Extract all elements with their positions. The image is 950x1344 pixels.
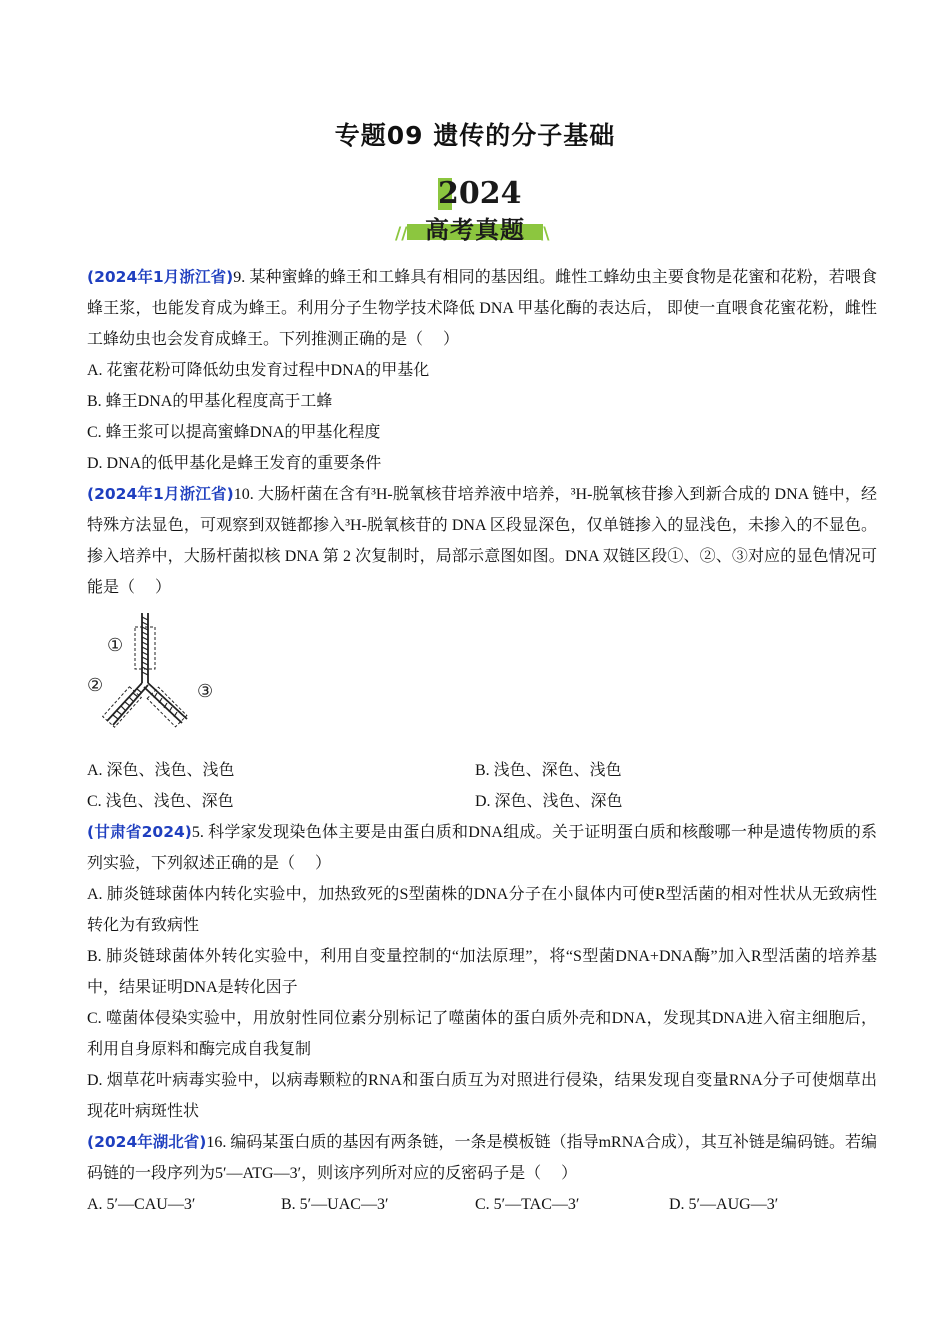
question-source: (2024年1月浙江省) xyxy=(87,485,234,503)
slash-decoration-left: // xyxy=(395,224,408,244)
question-source: (甘肃省2024) xyxy=(87,823,192,841)
option-row xyxy=(87,755,877,786)
question-stem xyxy=(87,479,877,603)
left-daughter-inner xyxy=(113,685,148,725)
year-label: 2024 xyxy=(438,176,522,211)
option-b: B. 浅色、深色、浅色 xyxy=(475,762,622,779)
option-a: A. 深色、浅色、浅色 xyxy=(87,762,235,779)
question-block xyxy=(87,262,877,479)
exam-label: 高考真题 xyxy=(425,216,525,244)
question-block xyxy=(87,479,877,817)
option-c: C. 浅色、浅色、深色 xyxy=(87,793,234,810)
option-b: B. 肺炎链球菌体外转化实验中，利用自变量控制的“加法原理”，将“S型菌DNA+DNA酶”加入R型活菌的培养基中，结果证明DNA是转化因子 xyxy=(87,948,877,996)
dna-replication-figure xyxy=(87,603,877,755)
page-title: 专题09 遗传的分子基础 xyxy=(334,121,616,150)
question-text: 10. 大肠杆菌在含有³H-脱氧核苷培养液中培养，³H-脱氧核苷掺入到新合成的 DNA 链中，经特殊方法显色，可观察到双链都掺入³H-脱氧核苷的 DNA 区段显深色，仅单链掺入的显浅色，未掺入的不显色。掺入培养中，大肠杆菌拟核 DNA 第 2 次复制时，局部示意图如图。DNA 双链区段①、②、③对应的显色情况可能是（ ） xyxy=(87,486,877,596)
dna-fork-diagram xyxy=(87,607,237,747)
question-block xyxy=(87,817,877,1127)
question-stem xyxy=(87,817,877,879)
figure-label-1: ① xyxy=(107,635,124,656)
question-source: (2024年1月浙江省) xyxy=(87,268,234,286)
question-text: 5. 科学家发现染色体主要是由蛋白质和DNA组成。关于证明蛋白质和核酸哪一种是遗传物质的系列实验，下列叙述正确的是（ ） xyxy=(87,824,877,872)
figure-label-2: ② xyxy=(87,675,104,696)
question-block xyxy=(87,1127,877,1220)
question-text: 9. 某种蜜蜂的蜂王和工蜂具有相同的基因组。雌性工蜂幼虫主要食物是花蜜和花粉，若喂食蜂王浆，也能发育成为蜂王。利用分子生物学技术降低 DNA 甲基化酶的表达后， 即使一直喂食花蜜花粉，雌性工蜂幼虫也会发育成蜂王。下列推测正确的是（ ） xyxy=(87,269,877,348)
right-base-pairs xyxy=(154,693,177,717)
option-a: A. 肺炎链球菌体内转化实验中，加热致死的S型菌株的DNA分子在小鼠体内可使R型活菌的相对性状从无致病性转化为有致病性 xyxy=(87,886,877,934)
left-base-pairs xyxy=(113,689,142,719)
option-d: D. 烟草花叶病毒实验中，以病毒颗粒的RNA和蛋白质互为对照进行侵染，结果发现自变量RNA分子可使烟草出现花叶病斑性状 xyxy=(87,1072,877,1120)
option-a: A. 花蜜花粉可降低幼虫发育过程中DNA的甲基化 xyxy=(87,362,430,379)
option-row xyxy=(87,1189,877,1220)
slash-decoration-right: \\ xyxy=(537,224,550,244)
question-stem xyxy=(87,1127,877,1189)
question-list xyxy=(87,262,877,1220)
option-c: C. 5′—TAC—3′ xyxy=(475,1196,580,1213)
option-row xyxy=(87,786,877,817)
option-a: A. 5′—CAU—3′ xyxy=(87,1196,196,1213)
figure-label-3: ③ xyxy=(197,681,214,702)
question-source: (2024年湖北省) xyxy=(87,1133,207,1151)
option-c: C. 噬菌体侵染实验中，用放射性同位素分别标记了噬菌体的蛋白质外壳和DNA，发现其DNA进入宿主细胞后，利用自身原料和酶完成自我复制 xyxy=(87,1010,877,1058)
option-d: D. 深色、浅色、深色 xyxy=(475,793,623,810)
option-b: B. 5′—UAC—3′ xyxy=(281,1196,389,1213)
right-daughter-outer xyxy=(148,683,187,719)
option-d: D. 5′—AUG—3′ xyxy=(669,1196,779,1213)
option-b: B. 蜂王DNA的甲基化程度高于工蜂 xyxy=(87,393,333,410)
option-d: D. DNA的低甲基化是蜂王发育的重要条件 xyxy=(87,455,382,472)
year-badge xyxy=(385,172,565,250)
option-c: C. 蜂王浆可以提高蜜蜂DNA的甲基化程度 xyxy=(87,424,381,441)
year-box xyxy=(438,176,522,211)
question-text: 16. 编码某蛋白质的基因有两条链，一条是模板链（指导mRNA合成），其互补链是编码链。若编码链的一段序列为5′—ATG—3′，则该序列所对应的反密码子是（ ） xyxy=(87,1134,877,1182)
question-stem xyxy=(87,262,877,355)
